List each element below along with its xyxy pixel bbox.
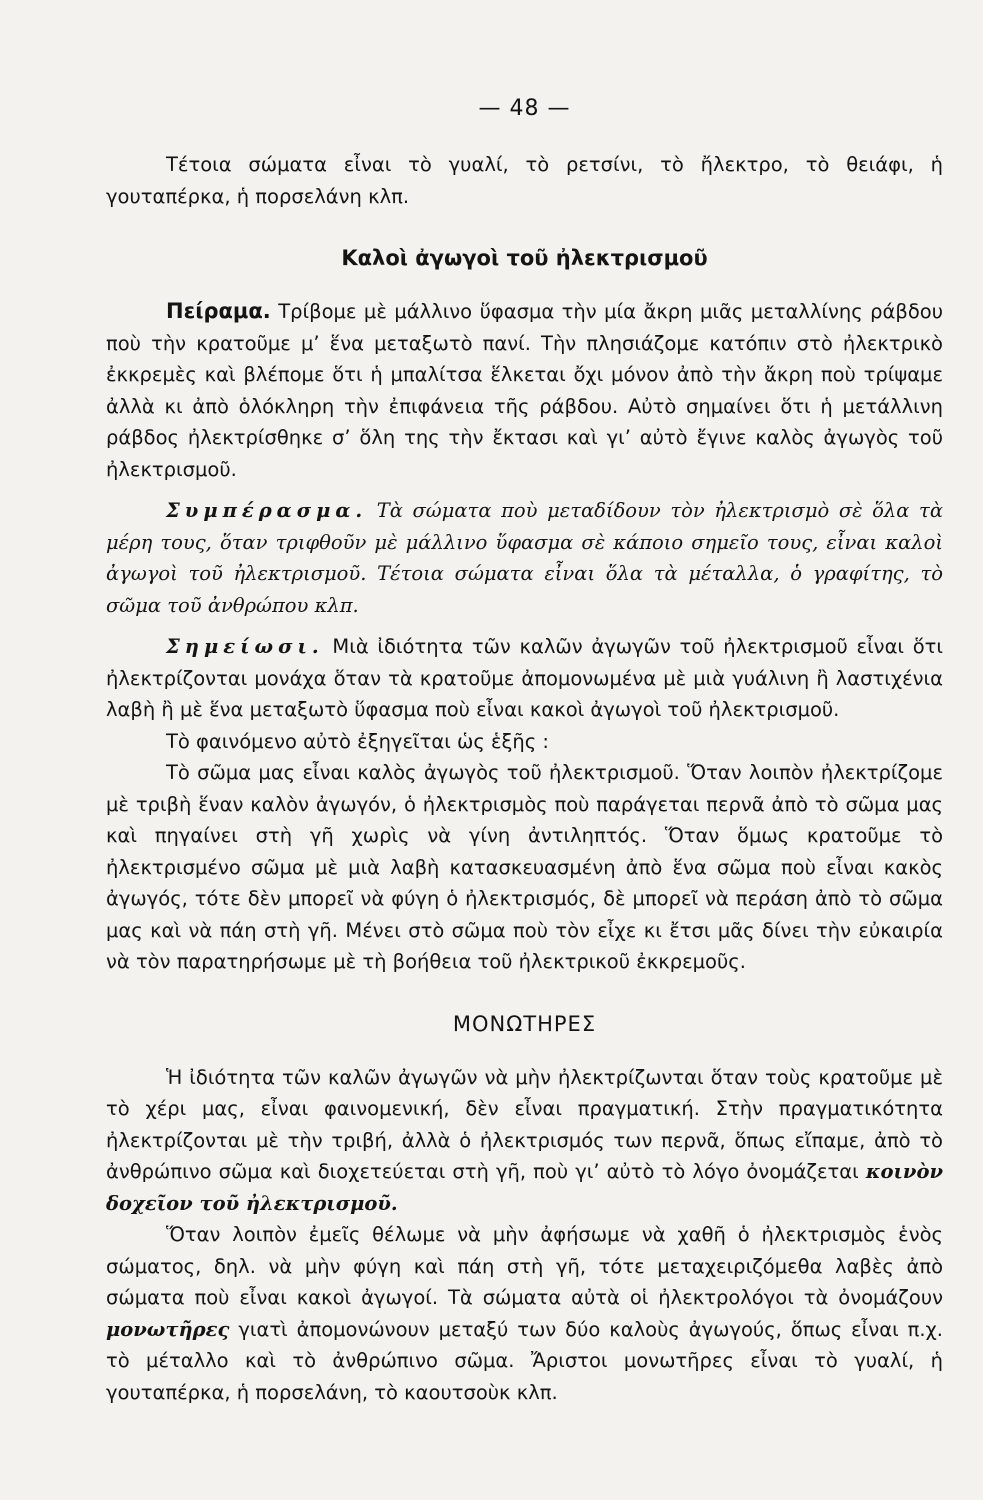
section-heading-good-conductors: Καλοὶ ἀγωγοὶ τοῦ ἠλεκτρισμοῦ — [341, 246, 708, 270]
insulators-paragraph-2 — [106, 1219, 943, 1408]
insulators-paragraph-2-text-b: γιατὶ ἀπομονώνουν μεταξύ των δύο καλοὺς ἀγωγούς, ὅπως εἶναι π.χ. τὸ μέταλλο καὶ τὸ ἀνθρώπινο σῶμα. Ἄριστοι μονωτῆρες εἶναι τὸ γυαλί, ἡ γουταπέρκα, ἡ πορσελάνη, τὸ καουτσοὺκ κλπ. — [106, 1317, 944, 1404]
page-number: — 48 — — [478, 96, 571, 121]
common-reservoir-term: κοινὸν δοχεῖον τοῦ ἠλεκτρισμοῦ. — [106, 1160, 943, 1215]
experiment-paragraph — [106, 296, 943, 485]
explanation-paragraph: Τὸ σῶμα μας εἶναι καλὸς ἀγωγὸς τοῦ ἠλεκτρισμοῦ. Ὅταν λοιπὸν ἠλεκτρίζομε μὲ τριβὴ ἕναν καλὸν ἀγωγόν, ὁ ἠλεκτρισμὸς ποὺ παράγεται περνᾶ ἀπὸ τὸ σῶμα μας καὶ πηγαίνει στὴ γῆ χωρὶς νὰ γίνη ἀντιληπτός. Ὅταν ὅμως κρατοῦμε τὸ ἠλεκτρισμένο σῶμα μὲ μιὰ λαβὴ κατασκευασμένη ἀπὸ ἕνα σῶμα ποὺ εἶναι κακὸς ἀγωγός, τότε δὲν μπορεῖ νὰ φύγη ὁ ἠλεκτρισμός, δὲ μπορεῖ νὰ περάση ἀπὸ τὸ σῶμα μας καὶ νὰ πάη στὴ γῆ. Μένει στὸ σῶμα ποὺ τὸν εἶχε κι ἔτσι μᾶς δίνει τὴν εὐκαιρία νὰ τὸν παρατηρήσωμε μὲ τὴ βοήθεια τοῦ ἠλεκτρικοῦ ἐκκρεμοῦς. — [106, 761, 943, 973]
note-paragraph — [106, 631, 943, 726]
insulators-term: μονωτῆρες — [106, 1317, 230, 1341]
explanation-intro: Τὸ φαινόμενο αὐτὸ ἐξηγεῖται ὡς ἑξῆς : — [166, 729, 549, 753]
section-heading-insulators: ΜΟΝΩΤΗΡΕΣ — [452, 1011, 597, 1036]
conclusion-paragraph — [106, 495, 943, 621]
insulators-paragraph-1 — [106, 1062, 943, 1220]
experiment-label: Πείραμα. — [166, 299, 271, 323]
experiment-text: Τρίβομε μὲ μάλλινο ὕφασμα τὴν μία ἄκρη μιᾶς μεταλλίνης ράβδου ποὺ τὴν κρατοῦμε μ’ ἕνα μεταξωτὸ πανί. Τὴν πλησιάζομε κατόπιν στὸ ἠλεκτρικὸ ἐκκρεμὲς καὶ βλέπομε ὅτι ἡ μπαλίτσα ἕλκεται ὄχι μόνον ἀπὸ τὴν ἄκρη ποὺ τρίψαμε ἀλλὰ κι ἀπὸ ὁλόκληρη τὴν ἐπιφάνεια τῆς ράβδου. Αὐτὸ σημαίνει ὅτι ἡ μετάλλινη ράβδος ἠλεκτρίσθηκε σ’ ὅλη της τὴν ἔκτασι καὶ γι’ αὐτὸ ἔγινε καλὸς ἀγωγὸς τοῦ ἠλεκτρισμοῦ. — [106, 300, 943, 481]
insulators-paragraph-2-text-a: Ὅταν λοιπὸν ἐμεῖς θέλωμε νὰ μὴν ἀφήσωμε νὰ χαθῆ ὁ ἠλεκτρισμὸς ἑνὸς σώματος, δηλ. νὰ μὴν φύγη καὶ πάη στὴ γῆ, τότε μεταχειριζόμεθα λαβὲς ἀπὸ σώματα ποὺ εἶναι κακοὶ ἀγωγοί. Τὰ σώματα αὐτὰ οἱ ἠλεκτρολόγοι τὰ ὀνομάζουν — [106, 1223, 943, 1309]
conclusion-text: Τὰ σώματα ποὺ μεταδίδουν τὸν ἠλεκτρισμὸ σὲ ὅλα τὰ μέρη τους, ὅταν τριφθοῦν μὲ μάλλινο ὕφασμα σὲ κάποιο σημεῖο τους, εἶναι καλοὶ ἀγωγοὶ τοῦ ἠλεκτρισμοῦ. Τέτοια σώματα εἶναι ὅλα τὰ μέταλλα, ὁ γραφίτης, τὸ σῶμα τοῦ ἀνθρώπου κλπ. — [106, 499, 943, 617]
note-text: Μιὰ ἰδιότητα τῶν καλῶν ἀγωγῶν τοῦ ἠλεκτρισμοῦ εἶναι ὅτι ἠλεκτρίζονται μονάχα ὅταν τὰ κρατοῦμε ἀπομονωμένα μὲ μιὰ γυάλινη ἢ λαστιχένια λαβὴ ἢ μὲ ἕνα μεταξωτὸ ὕφασμα ποὺ εἶναι κακοὶ ἀγωγοὶ τοῦ ἠλεκτρισμοῦ. — [106, 635, 943, 721]
note-label: Σημείωσι. — [166, 635, 324, 658]
conclusion-label: Συμπέρασμα. — [166, 499, 368, 522]
intro-paragraph: Τέτοια σώματα εἶναι τὸ γυαλί, τὸ ρετσίνι, τὸ ἤλεκτρο, τὸ θειάφι, ἡ γουταπέρκα, ἡ πορσελάνη κλπ. — [106, 153, 943, 208]
insulators-paragraph-1-text: Ἡ ἰδιότητα τῶν καλῶν ἀγωγῶν νὰ μὴν ἠλεκτρίζωνται ὅταν τοὺς κρατοῦμε μὲ τὸ χέρι μας, εἶναι φαινομενική, δὲν εἶναι πραγματική. Στὴν πραγματικότητα ἠλεκτρίζονται μὲ τὴν τριβή, ἀλλὰ ὁ ἠλεκτρισμός των περνᾶ, ὅπως εἴπαμε, ἀπὸ τὸ ἀνθρώπινο σῶμα καὶ διοχετεύεται στὴ γῆ, ποὺ γι’ αὐτὸ τὸ λόγο ὀνομάζεται — [106, 1065, 943, 1183]
